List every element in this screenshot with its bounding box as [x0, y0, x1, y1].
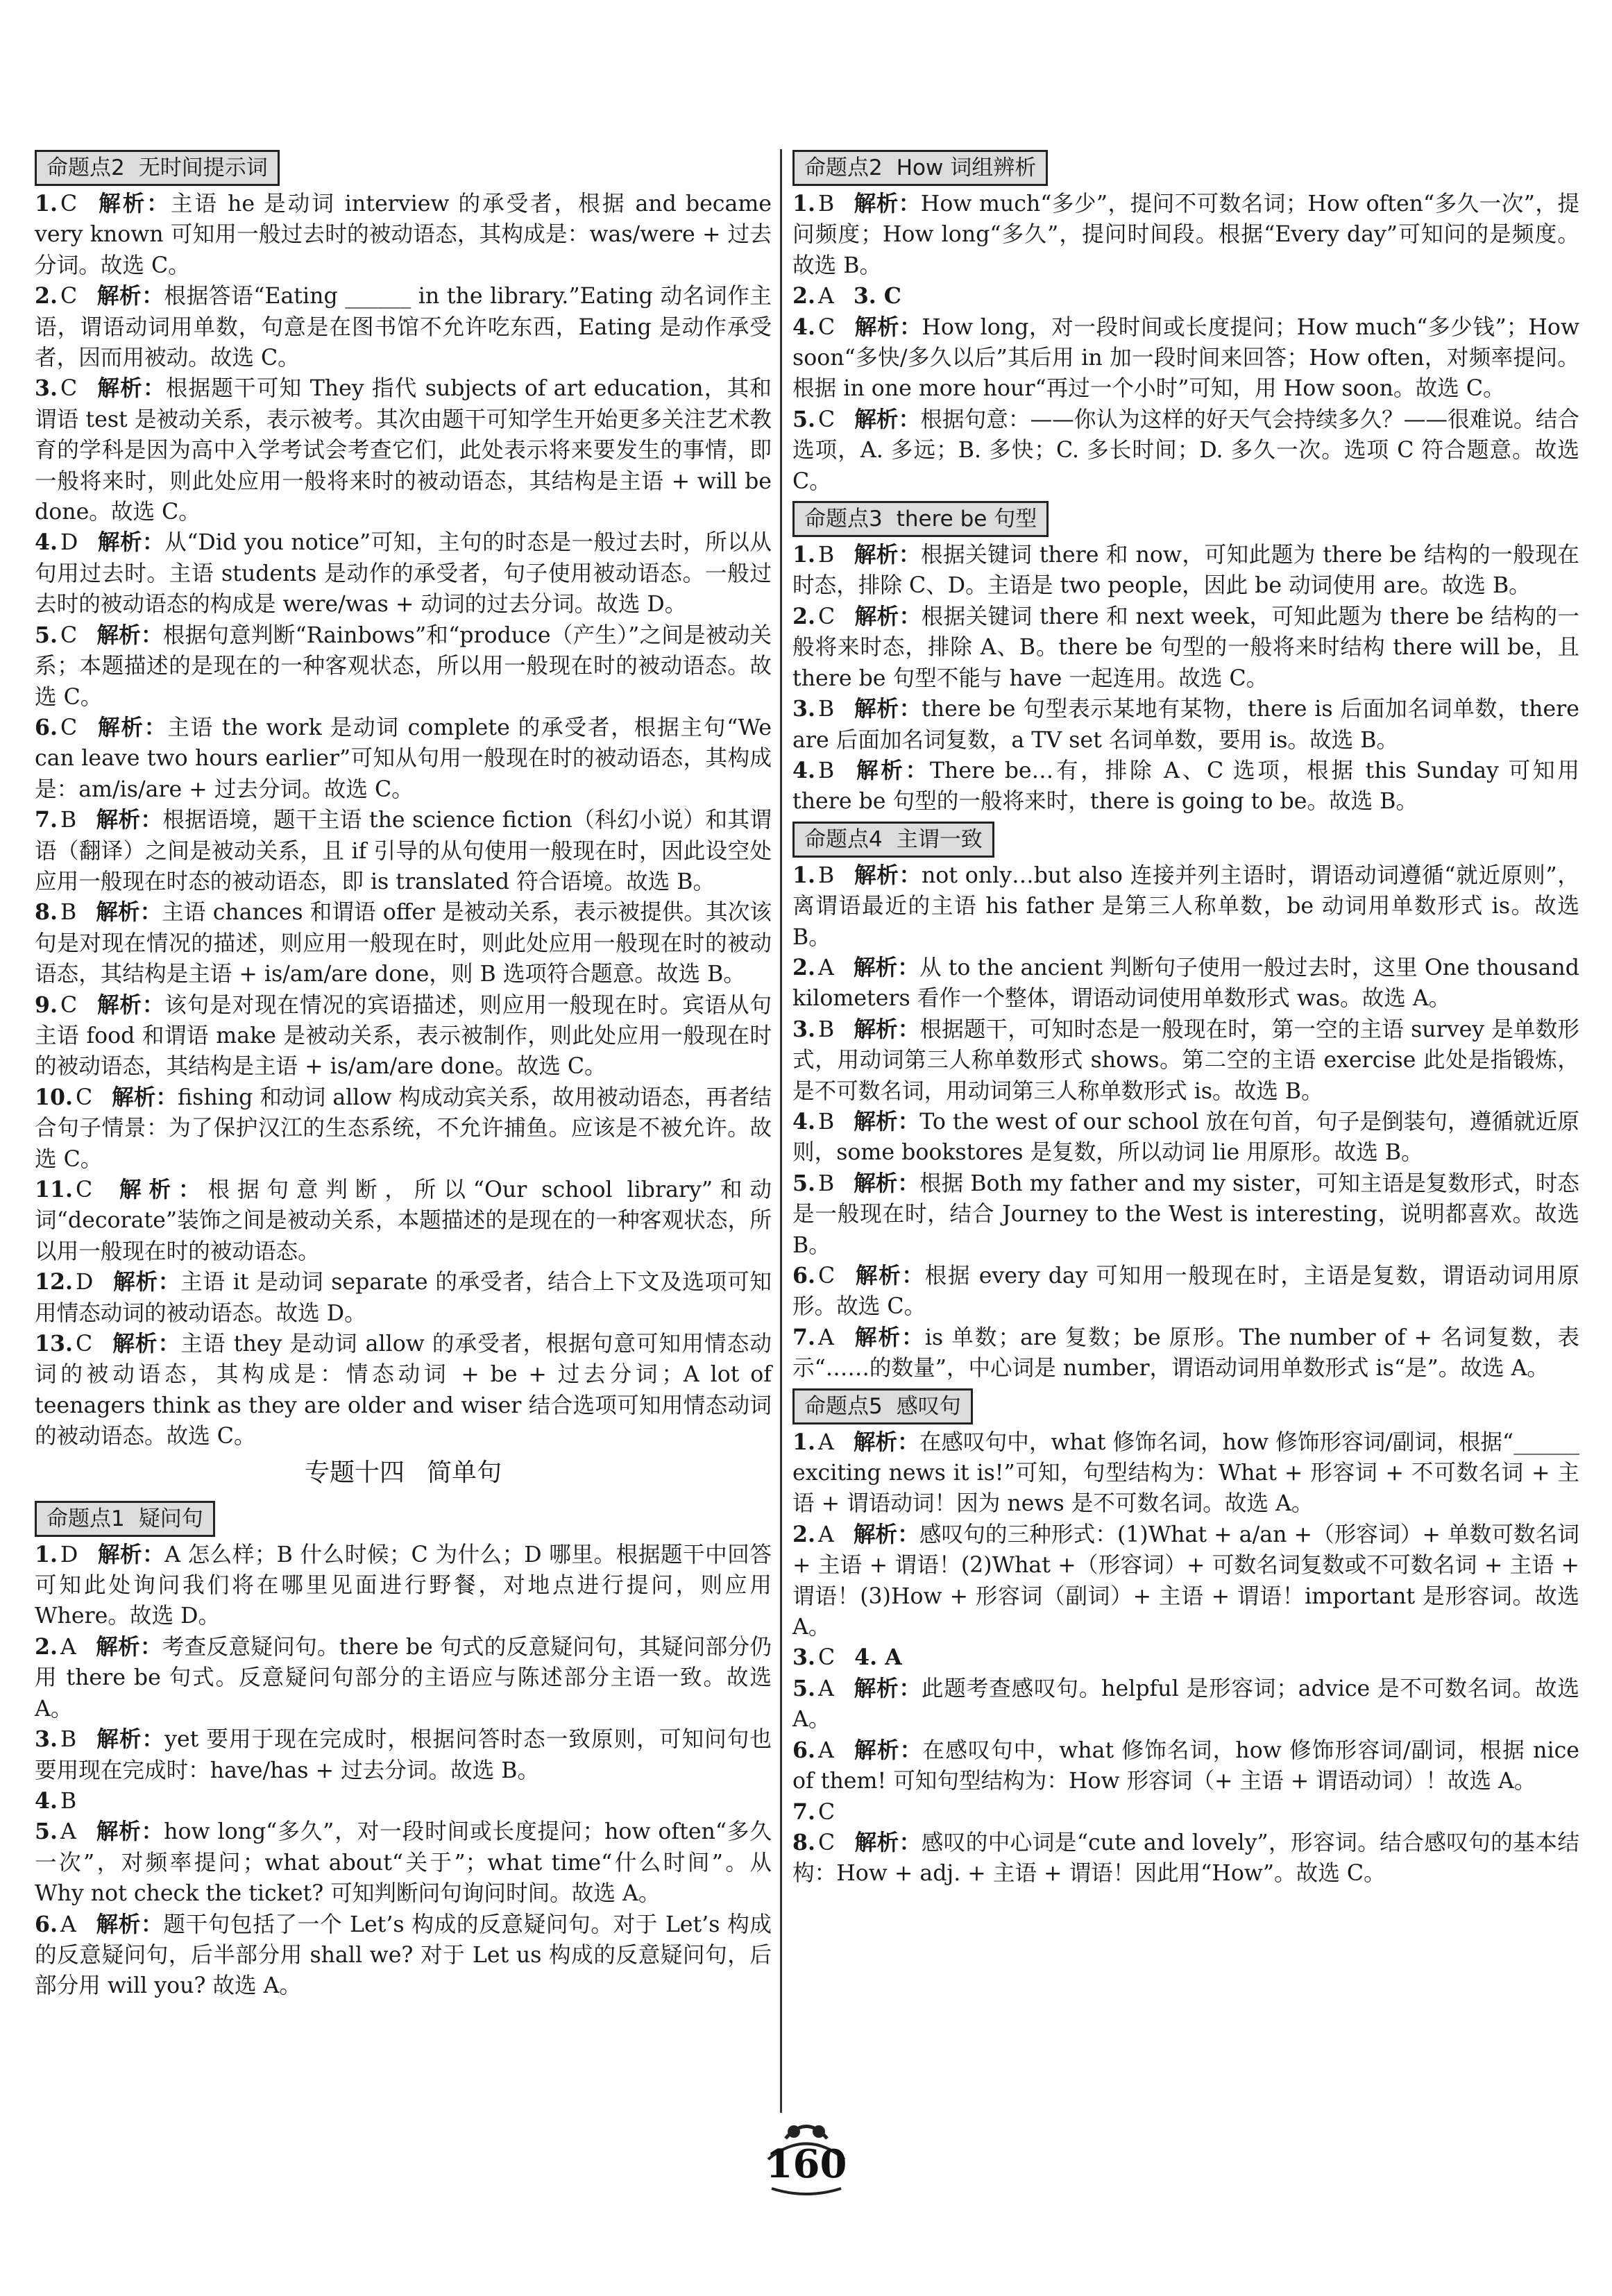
analysis-label: 解析：: [96, 283, 164, 309]
analysis-label: 解析：: [96, 191, 171, 216]
item-text: 根据答语“Eating ______ in the library.”Eating 动名词作主语，谓语动词用单数，句意是在图书馆不允许吃东西，Eating 是动作承受者，因而用被动。故选 C。: [35, 284, 772, 371]
item-text: 根据关键词 there 和 now，可知此题为 there be 结构的一般现在时态，排除 C、D。主语是 two people，因此 be 动词使用 are。故选 B。: [792, 543, 1579, 599]
analysis-label: 解析：: [96, 899, 162, 926]
item-answer: B: [60, 1788, 77, 1814]
analysis-label: 解析：: [854, 1016, 920, 1042]
analysis-label: 解析：: [853, 1324, 925, 1350]
analysis-label: 解析：: [112, 1084, 178, 1110]
item-answer: B: [817, 862, 835, 888]
item-number: 5.: [35, 1819, 58, 1845]
item-text: 在感叹句中，what 修饰名词，how 修饰形容词/副词，根据“______ exciting news it is!”可知，句型结构为：What + 形容词 + 不可数名词 + 主语 + 谓语动词！因为 news 是不可数名词。故选 A。: [792, 1429, 1579, 1517]
answer-item: [792, 1520, 1579, 1643]
item-answer: A: [817, 1676, 834, 1701]
item-number: 3.: [792, 1644, 815, 1671]
answer-item: [792, 1261, 1579, 1323]
item-text: 根据题干可知 They 指代 subjects of art education，其和谓语 test 是被动关系，表示被考。其次由题干可知学生开始更多关注艺术教育的学科是因为高中入学考试会考查它们，此处表示将来要发生的事情，即一般将来时，则此处应用一般将来时的被动语态，其结构是主语 + will be done。故选 C。: [35, 376, 772, 525]
item-number: 5.: [35, 622, 58, 648]
analysis-label: 解析：: [854, 696, 922, 722]
item-number: 1.: [792, 862, 815, 888]
answer-item: [792, 281, 1579, 312]
analysis-label: 解析：: [854, 1829, 922, 1855]
answer-item: [35, 1632, 772, 1724]
answer-item: [792, 540, 1579, 602]
item-number: 6.: [792, 1263, 815, 1289]
item-answer: C: [817, 604, 835, 629]
item-text: 感叹的中心词是“cute and lovely”，形容词。结合感叹句的基本结构：How + adj. + 主语 + 谓语！因此用“How”。故选 C。: [792, 1830, 1579, 1887]
answer-item: [35, 1724, 772, 1786]
item-answer: A: [817, 1325, 834, 1350]
answer-item: [35, 1786, 772, 1817]
item-answer: C: [817, 1645, 835, 1671]
item-number: 2.: [35, 1633, 58, 1660]
answer-item: [792, 405, 1579, 497]
item-text: There be…有，排除 A、C 选项，根据 this Sunday 可知用 there be 句型的一般将来时，there is going to be。故选 B。: [792, 758, 1579, 815]
item-text: 从“Did you notice”可知，主句的时态是一般过去时，所以从句用过去时。主语 students 是动作的承受者，句子使用被动语态。一般过去时的被动语态的构成是 were/was + 动词的过去分词。故选 D。: [35, 530, 772, 618]
answer-item: [792, 1735, 1579, 1797]
item-text: 感叹句的三种形式：(1)What + a/an +（形容词）+ 单数可数名词 + 主语 + 谓语！(2)What +（形容词）+ 可数名词复数或不可数名词 + 主语 + 谓语！(3)How + 形容词（副词）+ 主语 + 谓语！important 是形容词。故选 A。: [792, 1522, 1579, 1640]
item-number: 6.: [35, 714, 58, 740]
section-title: there be 句型: [896, 507, 1037, 532]
left-column: [35, 146, 772, 2002]
answer-item: [792, 1168, 1579, 1261]
item-answer: B: [817, 192, 835, 216]
analysis-label: 解析：: [96, 1726, 165, 1753]
item-answer: A: [60, 1819, 76, 1845]
item-number: 3.: [792, 696, 815, 722]
column-divider: [780, 149, 782, 2113]
item-text: A 怎么样；B 什么时候；C 为什么；D 哪里。根据题干中回答可知此处询问我们将在哪里见面进行野餐，对地点进行提问，则应用 Where。故选 D。: [35, 1542, 772, 1629]
section-label: 命题点3: [804, 507, 883, 532]
item-answer: A: [817, 1737, 834, 1763]
item-number: 8.: [792, 1829, 815, 1855]
item-answer: C: [60, 715, 78, 740]
item-number: 7.: [35, 807, 58, 833]
item-text: 根据句意判断“Rainbows”和“produce（产生）”之间是被动关系；本题描述的是现在的一种客观状态，所以用一般现在时的被动语态。故选 C。: [35, 622, 772, 710]
analysis-label: 解析：: [853, 1737, 923, 1763]
item-text: how long“多久”，对一段时间或长度提问；how often“多久一次”，对频率提问；what about“关于”；what time“什么时间”。从 Why not check the ticket? 可知判断问句询问时间。故选 A。: [35, 1819, 772, 1907]
analysis-label: 解析：: [854, 406, 921, 432]
analysis-label: 解析：: [112, 1177, 208, 1202]
analysis-label: 解析：: [853, 1429, 919, 1455]
answer-item: [792, 1427, 1579, 1520]
analysis-label: 解析：: [854, 1263, 925, 1289]
item-number: 6.: [792, 1737, 815, 1763]
item-number: 5.: [792, 1170, 815, 1196]
answer-item: [792, 189, 1579, 281]
answer-item: [35, 1329, 772, 1452]
item-number: 9.: [35, 992, 58, 1018]
item-number: 7.: [792, 1798, 815, 1825]
analysis-label: 解析：: [97, 529, 165, 556]
item-text: fishing 和动词 allow 构成动宾关系，故用被动语态，再者结合句子情景：为了保护汉江的生态系统，不允许捕鱼。应该是不被允许。故选 C。: [35, 1085, 772, 1172]
answer-item: [35, 373, 772, 527]
answer-item: [35, 990, 772, 1082]
item-number: 2.: [792, 954, 815, 980]
item-text: 根据语境，题干主语 the science fiction（科幻小说）和其谓语（翻译）之间是被动关系，且 if 引导的从句使用一般现在时，因此设空处应用一般现在时态的被动语态，即 is translated 符合语境。故选 B。: [35, 808, 772, 894]
item-answer: D: [75, 1270, 94, 1295]
section-title: 无时间提示词: [138, 155, 268, 180]
analysis-label: 解析：: [853, 954, 919, 980]
answer-item: [792, 1797, 1579, 1828]
item-answer: B: [817, 1109, 835, 1134]
answer-item: [792, 1014, 1579, 1107]
analysis-label: 解析：: [854, 862, 922, 888]
item-answer: B: [817, 1017, 835, 1042]
answer-item: [792, 953, 1579, 1014]
item-text: is 单数；are 复数；be 原形。The number of + 名词复数，表示“……的数量”，中心词是 number，谓语动词用单数形式 is“是”。故选 A。: [792, 1325, 1579, 1381]
analysis-label: 解析：: [96, 622, 163, 648]
item-answer: A: [817, 284, 834, 309]
analysis-label: 解析：: [95, 1819, 164, 1845]
section-title: How 词组辨析: [896, 155, 1037, 180]
item-answer: C: [60, 284, 78, 309]
answer-item: [792, 694, 1579, 756]
answer-item: [35, 1817, 772, 1909]
section-label: 命题点5: [804, 1393, 883, 1419]
topic-heading: [35, 1452, 772, 1494]
item-answer: B: [60, 1727, 77, 1753]
item-answer: B: [817, 758, 835, 783]
section-title: 主谓一致: [896, 826, 983, 852]
analysis-label: 解析：: [853, 1521, 919, 1547]
section-label: 命题点1: [46, 1506, 125, 1531]
item-answer: C: [817, 407, 835, 432]
analysis-label: 解析：: [96, 807, 163, 833]
analysis-label: 解析：: [854, 1108, 920, 1134]
item-number: 1.: [792, 542, 815, 568]
analysis-label: 解析：: [854, 314, 922, 340]
item-answer: B: [817, 697, 835, 722]
item-text: 考查反意疑问句。there be 句式的反意疑问句，其疑问部分仍用 there be 句式。反意疑问句部分的主语应与陈述部分主语一致。故选 A。: [35, 1634, 772, 1721]
item-answer: A: [817, 955, 834, 980]
section-label: 命题点4: [804, 826, 883, 852]
item-number: 3.: [35, 375, 58, 402]
item-answer: D: [60, 1542, 78, 1567]
answer-item: [792, 312, 1579, 405]
item-number: 12.: [35, 1269, 73, 1295]
item-answer: C: [817, 1264, 835, 1289]
section-label: 命题点2: [804, 155, 883, 180]
item-number: 1.: [35, 191, 58, 216]
item-text: 根据 every day 可知用一般现在时，主语是复数，谓语动词用原形。故选 C。: [792, 1264, 1579, 1320]
item-answer: B: [60, 808, 77, 833]
answer-item: [35, 1910, 772, 2002]
item-number: 2.: [792, 1521, 815, 1547]
item-number: 4.: [792, 1108, 815, 1134]
item-extra: 3. C: [853, 283, 901, 309]
answer-item: [35, 527, 772, 620]
answer-item: [35, 713, 772, 805]
item-answer: C: [817, 314, 835, 340]
answer-item: [792, 1642, 1579, 1673]
item-number: 1.: [792, 191, 815, 216]
analysis-label: 解析：: [112, 1269, 181, 1295]
answer-item: [35, 1540, 772, 1632]
item-number: 2.: [35, 283, 58, 309]
item-number: 2.: [792, 283, 815, 309]
item-number: 7.: [792, 1324, 815, 1350]
item-text: 从 to the ancient 判断句子使用一般过去时，这里 One thousand kilometers 看作一个整体，谓语动词使用单数形式 was。故选 A。: [792, 955, 1579, 1012]
section-label: 命题点2: [46, 155, 125, 180]
analysis-label: 解析：: [854, 191, 921, 216]
section-heading: [792, 822, 994, 858]
item-extra: 4. A: [854, 1644, 902, 1671]
item-number: 1.: [792, 1429, 815, 1455]
item-answer: C: [60, 992, 78, 1018]
item-text: How long，对一段时间或长度提问；How much“多少钱”；How soon“多快/多久以后”其后用 in 加一段时间来回答；How often，对频率提问。根据 in one more hour“再过一个小时”可知，用 How soon。故选 C。: [792, 314, 1579, 402]
answer-item: [792, 860, 1579, 953]
item-answer: C: [60, 192, 78, 216]
item-answer: A: [817, 1522, 834, 1547]
item-answer: C: [817, 1799, 835, 1825]
item-number: 2.: [792, 603, 815, 629]
item-number: 4.: [792, 314, 815, 340]
item-text: 根据题干，可知时态是一般现在时，第一空的主语 survey 是单数形式，用动词第三人称单数形式 shows。第二空的主语 exercise 此处是指锻炼，是不可数名词，用动词第三人称单数形式 is。故选 B。: [792, 1017, 1579, 1104]
item-number: 3.: [792, 1016, 815, 1042]
section-title: 感叹句: [896, 1393, 961, 1419]
item-answer: C: [75, 1332, 93, 1357]
answer-item: [792, 1828, 1579, 1889]
item-number: 13.: [35, 1331, 73, 1357]
item-number: 10.: [35, 1084, 73, 1110]
item-text: yet 要用于现在完成时，根据问答时态一致原则，可知问句也要用现在完成时：have/has + 过去分词。故选 B。: [35, 1727, 772, 1783]
topic-title: 简单句: [427, 1458, 502, 1487]
analysis-label: 解析：: [96, 714, 168, 740]
item-text: 根据关键词 there 和 next week，可知此题为 there be 结构的一般将来时态，排除 A、B。there be 句型的一般将来时结构 there will be，且 there be 句型不能与 have 一起连用。故选 C。: [792, 604, 1579, 691]
item-number: 4.: [792, 757, 815, 783]
section-title: 疑问句: [138, 1506, 203, 1531]
answer-item: [792, 1323, 1579, 1384]
item-text: 根据 Both my father and my sister，可知主语是复数形式，时态是一般现在时，结合 Journey to the West is interesting，说明都喜欢。故选 B。: [792, 1171, 1579, 1258]
item-text: there be 句型表示某地有某物，there is 后面加名词单数，there are 后面加名词复数，a TV set 名词单数，要用 is。故选 B。: [792, 697, 1579, 753]
page-number-badge: [744, 2111, 869, 2201]
item-number: 6.: [35, 1911, 58, 1937]
item-answer: B: [817, 1171, 835, 1196]
item-number: 11.: [35, 1177, 73, 1202]
item-number: 1.: [35, 1541, 58, 1567]
item-number: 8.: [35, 899, 58, 926]
analysis-label: 解析：: [854, 757, 930, 783]
item-answer: C: [75, 1177, 93, 1202]
item-number: 3.: [35, 1726, 58, 1753]
item-text: not only…but also 连接并列主语时，谓语动词遵循“就近原则”，离谓语最近的主语 his father 是第三人称单数，be 动词用单数形式 is。故选 B。: [792, 862, 1579, 950]
item-number: 5.: [792, 1675, 815, 1701]
item-text: 主语 they 是动词 allow 的承受者，根据句意可知用情态动词的被动语态，其构成是：情态动词 + be + 过去分词；A lot of teenagers think as they are older and wiser 结合选项可知用情态动词的被动语态。故选 C。: [35, 1332, 772, 1449]
analysis-label: 解析：: [97, 1541, 165, 1567]
section-heading: [35, 150, 280, 186]
item-answer: A: [817, 1429, 834, 1455]
answer-item: [35, 620, 772, 713]
answer-item: [35, 1175, 772, 1267]
analysis-label: 解析：: [96, 375, 166, 402]
section-heading: [792, 1388, 973, 1425]
answer-item: [792, 1674, 1579, 1735]
section-heading: [792, 501, 1049, 537]
item-text: 此题考查感叹句。helpful 是形容词；advice 是不可数名词。故选 A。: [792, 1676, 1579, 1733]
item-answer: A: [60, 1912, 76, 1937]
item-number: 4.: [35, 529, 58, 556]
answer-item: [35, 1267, 772, 1329]
analysis-label: 解析：: [112, 1331, 181, 1357]
item-text: 主语 he 是动词 interview 的承受者，根据 and became very known 可知用一般过去时的被动语态，其构成是：was/were + 过去分词。故选 C。: [35, 192, 772, 278]
right-column: [792, 146, 1579, 1889]
item-answer: C: [60, 376, 78, 402]
analysis-label: 解析：: [96, 992, 165, 1018]
topic-number: 专题十四: [304, 1458, 405, 1487]
answer-item: [792, 1107, 1579, 1168]
section-heading: [35, 1501, 215, 1537]
item-text: 主语 it 是动词 separate 的承受者，结合上下文及选项可知用情态动词的被动语态。故选 D。: [35, 1270, 772, 1326]
section-heading: [792, 150, 1048, 186]
answer-item: [35, 897, 772, 989]
item-answer: C: [60, 622, 78, 648]
answer-item: [35, 281, 772, 373]
item-text: 主语 chances 和谓语 offer 是被动关系，表示被提供。其次该句是对现在情况的描述，则应用一般现在时，则此处应用一般现在时的被动语态，其结构是主语 + is/am/are done，则 B 选项符合题意。故选 B。: [35, 900, 772, 987]
analysis-label: 解析：: [95, 1633, 162, 1660]
answer-item: [35, 189, 772, 281]
answer-item: [792, 756, 1579, 817]
item-text: How much“多少”，提问不可数名词；How often“多久一次”，提问频度；How long“多久”，提问时间段。根据“Every day”可知问的是频度。故选 B。: [792, 192, 1579, 278]
item-answer: C: [75, 1085, 93, 1110]
item-text: 根据句意判断，所以“Our school library”和动词“decorate”装饰之间是被动关系，本题描述的是现在的一种客观状态，所以用一般现在时的被动语态。: [35, 1177, 772, 1264]
item-text: 主语 the work 是动词 complete 的承受者，根据主句“We can leave two hours earlier”可知从句用一般现在时的被动语态，其构成是：am/is/are + 过去分词。故选 C。: [35, 715, 772, 802]
item-text: 该句是对现在情况的宾语描述，则应用一般现在时。宾语从句主语 food 和谓语 make 是被动关系，表示被制作，则此处应用一般现在时的被动语态，其结构是主语 + is/am/are done。故选 C。: [35, 992, 772, 1080]
page-number: 160: [765, 2141, 847, 2187]
item-answer: B: [817, 543, 835, 568]
analysis-label: 解析：: [854, 542, 921, 568]
item-answer: A: [60, 1634, 76, 1660]
item-number: 4.: [35, 1787, 58, 1814]
analysis-label: 解析：: [95, 1911, 164, 1937]
answer-item: [35, 1082, 772, 1175]
item-answer: D: [60, 530, 78, 556]
item-text: 在感叹句中，what 修饰名词，how 修饰形容词/副词，根据 nice of them! 可知句型结构为：How 形容词（+ 主语 + 谓语动词）！故选 A。: [792, 1737, 1579, 1794]
item-number: 5.: [792, 406, 815, 432]
item-answer: C: [817, 1830, 835, 1855]
analysis-label: 解析：: [853, 1675, 922, 1701]
answer-item: [35, 805, 772, 897]
item-text: To the west of our school 放在句首，句子是倒装句，遵循就近原则，some bookstores 是复数，所以动词 lie 用原形。故选 B。: [792, 1109, 1579, 1166]
analysis-label: 解析：: [854, 603, 922, 629]
analysis-label: 解析：: [854, 1170, 920, 1196]
item-text: 根据句意：——你认为这样的好天气会持续多久？——很难说。结合选项，A. 多远；B. 多快；C. 多长时间；D. 多久一次。选项 C 符合题意。故选 C。: [792, 407, 1579, 494]
answer-item: [792, 602, 1579, 694]
item-answer: B: [60, 900, 77, 926]
item-text: 题干句包括了一个 Let’s 构成的反意疑问句。对于 Let’s 构成的反意疑问句，后半部分用 shall we? 对于 Let us 构成的反意疑问句，后部分用 will you? 故选 A。: [35, 1912, 772, 1999]
